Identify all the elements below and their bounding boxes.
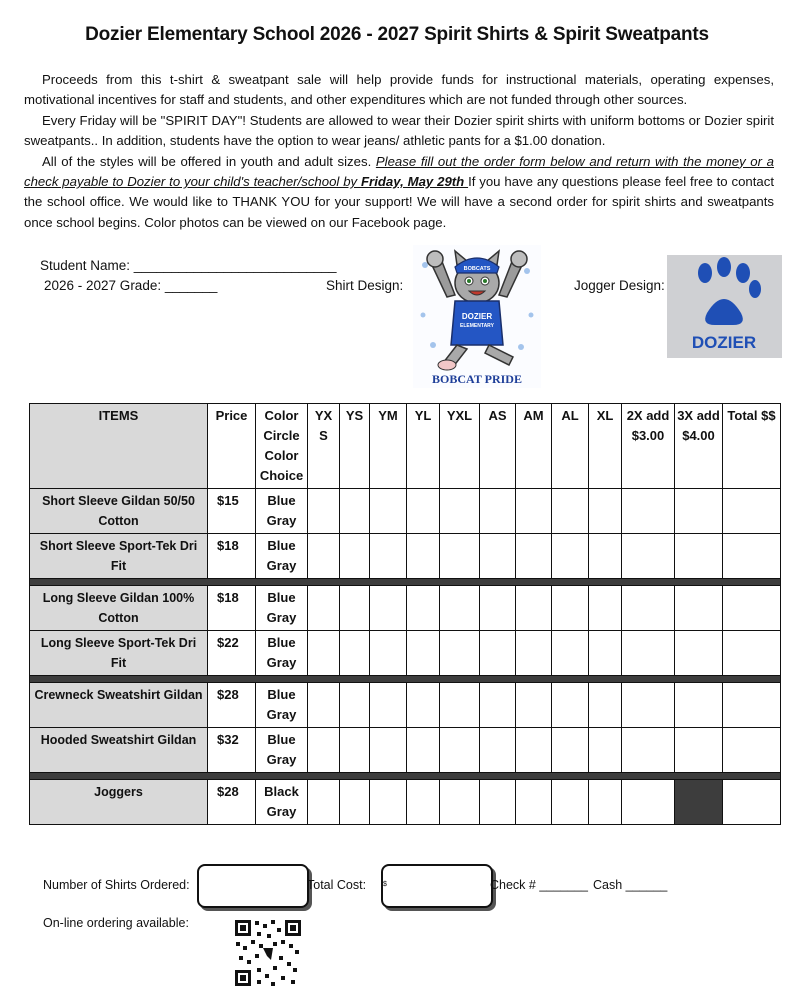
qty-cell[interactable] bbox=[308, 631, 340, 676]
qty-cell[interactable] bbox=[552, 631, 589, 676]
qty-cell[interactable] bbox=[370, 586, 407, 631]
bobcat-mascot-icon bbox=[413, 245, 541, 388]
qty-cell[interactable] bbox=[552, 780, 589, 825]
intro-paragraph-2: Every Friday will be "SPIRIT DAY"! Students are allowed to wear their Dozier spirit shirts with uniform bottoms or Dozier spirit sweatpants.. In addition, students have the option to wear jeans/ athletic pants for a $1.00 donation. bbox=[24, 112, 774, 149]
table-row bbox=[30, 631, 781, 676]
table-row bbox=[30, 489, 781, 534]
qty-cell[interactable] bbox=[370, 534, 407, 579]
grade-field[interactable]: 2026 - 2027 Grade: _______ bbox=[44, 278, 218, 293]
color-cell[interactable]: Blue Gray bbox=[256, 728, 308, 773]
qty-cell[interactable] bbox=[480, 534, 516, 579]
table-separator bbox=[30, 579, 781, 586]
total-cell[interactable] bbox=[723, 631, 781, 676]
total-cell[interactable] bbox=[723, 489, 781, 534]
header-ym: YM bbox=[370, 404, 407, 489]
qty-cell[interactable] bbox=[340, 534, 370, 579]
qty-cell[interactable] bbox=[407, 631, 440, 676]
separator-cell bbox=[30, 579, 781, 586]
qty-cell[interactable] bbox=[308, 489, 340, 534]
qty-cell[interactable] bbox=[622, 534, 675, 579]
total-cell[interactable] bbox=[723, 534, 781, 579]
table-separator bbox=[30, 773, 781, 780]
qty-cell[interactable] bbox=[516, 780, 552, 825]
color-cell[interactable]: Blue Gray bbox=[256, 586, 308, 631]
qty-cell[interactable] bbox=[622, 631, 675, 676]
qty-cell[interactable] bbox=[407, 780, 440, 825]
qty-cell[interactable] bbox=[407, 586, 440, 631]
online-ordering-label: On-line ordering available: bbox=[43, 916, 189, 930]
qty-cell[interactable] bbox=[480, 631, 516, 676]
cash-field[interactable]: Cash ______ bbox=[593, 878, 668, 892]
qty-cell[interactable] bbox=[308, 683, 340, 728]
qty-cell[interactable] bbox=[552, 683, 589, 728]
qty-cell[interactable] bbox=[480, 728, 516, 773]
intro-p3-d: If you have any questions please feel free to contact the school office. We would like to THANK YOU for your support! We will have a second order for spirit shirts and sweatpants once school begins. Color photos can be viewed on our Facebook page. bbox=[24, 174, 774, 230]
intro-p3-instructions: Please fill out the order form below and return with the money or a check payable to Dozier to your child's teacher/school by bbox=[24, 153, 774, 190]
qty-cell[interactable] bbox=[552, 586, 589, 631]
qty-cell[interactable] bbox=[675, 586, 723, 631]
qty-cell[interactable] bbox=[340, 586, 370, 631]
table-row bbox=[30, 534, 781, 579]
total-cost-box[interactable] bbox=[381, 864, 493, 908]
jogger-design-label: Jogger Design: bbox=[574, 278, 665, 293]
item-cell: Hooded Sweatshirt Gildan bbox=[30, 728, 208, 773]
price-cell: $22 bbox=[208, 631, 256, 676]
qty-cell[interactable] bbox=[440, 683, 480, 728]
qty-cell[interactable] bbox=[675, 534, 723, 579]
table-row bbox=[30, 780, 781, 825]
qty-cell[interactable] bbox=[340, 683, 370, 728]
qty-cell[interactable] bbox=[622, 728, 675, 773]
color-cell[interactable]: Blue Gray bbox=[256, 683, 308, 728]
item-cell: Long Sleeve Sport-Tek Dri Fit bbox=[30, 631, 208, 676]
header-ys: YS bbox=[340, 404, 370, 489]
table-row bbox=[30, 683, 781, 728]
cap-text: BOBCATS bbox=[463, 266, 491, 272]
qty-cell[interactable] bbox=[308, 780, 340, 825]
price-cell: $28 bbox=[208, 683, 256, 728]
price-cell: $18 bbox=[208, 586, 256, 631]
qty-cell[interactable] bbox=[440, 780, 480, 825]
qty-cell[interactable] bbox=[589, 631, 622, 676]
total-cell[interactable] bbox=[723, 728, 781, 773]
qty-cell[interactable] bbox=[589, 586, 622, 631]
qty-cell[interactable] bbox=[480, 489, 516, 534]
total-cell[interactable] bbox=[723, 586, 781, 631]
paw-print-icon bbox=[667, 255, 782, 358]
qty-cell[interactable] bbox=[552, 534, 589, 579]
number-ordered-label: Number of Shirts Ordered: bbox=[43, 878, 190, 892]
price-cell: $32 bbox=[208, 728, 256, 773]
student-name-field[interactable]: Student Name: ___________________________ bbox=[40, 258, 337, 273]
table-row bbox=[30, 586, 781, 631]
qty-cell[interactable] bbox=[516, 683, 552, 728]
qty-cell[interactable] bbox=[622, 683, 675, 728]
header-yxl: YXL bbox=[440, 404, 480, 489]
qty-cell[interactable] bbox=[675, 489, 723, 534]
qty-cell[interactable] bbox=[589, 534, 622, 579]
price-cell: $28 bbox=[208, 780, 256, 825]
unavailable-cell bbox=[675, 780, 723, 825]
total-cell[interactable] bbox=[723, 683, 781, 728]
header-yl: YL bbox=[407, 404, 440, 489]
total-cost-label: Total Cost: bbox=[307, 878, 367, 892]
intro-paragraph-3 bbox=[24, 152, 774, 234]
jogger-design-image bbox=[667, 255, 782, 358]
color-cell[interactable]: Blue Gray bbox=[256, 534, 308, 579]
qty-cell[interactable] bbox=[308, 728, 340, 773]
intro-paragraph-1: Proceeds from this t-shirt & sweatpant sale will help provide funds for instructional materials, operating expenses, motivational incentives for staff and students, and other expenditures which are not funded through other sources. bbox=[24, 72, 774, 108]
qty-cell[interactable] bbox=[552, 489, 589, 534]
price-cell: $15 bbox=[208, 489, 256, 534]
intro-p3-a: All of the styles will be offered in youth and adult sizes. bbox=[42, 153, 376, 169]
table-header-row bbox=[30, 404, 781, 489]
qty-cell[interactable] bbox=[480, 780, 516, 825]
qty-cell[interactable] bbox=[340, 728, 370, 773]
item-cell: Joggers bbox=[30, 780, 208, 825]
header-al: AL bbox=[552, 404, 589, 489]
header-price: Price bbox=[208, 404, 256, 489]
jogger-text: DOZIER bbox=[691, 333, 757, 352]
table-separator bbox=[30, 676, 781, 683]
qty-cell[interactable] bbox=[552, 728, 589, 773]
qty-cell[interactable] bbox=[370, 683, 407, 728]
qty-cell[interactable] bbox=[589, 728, 622, 773]
qty-cell[interactable] bbox=[407, 683, 440, 728]
header-2x: 2X add $3.00 bbox=[622, 404, 675, 489]
qty-cell[interactable] bbox=[675, 728, 723, 773]
shirt-text-line2: ELEMENTARY bbox=[460, 323, 494, 329]
color-cell[interactable]: Blue Gray bbox=[256, 631, 308, 676]
qty-cell[interactable] bbox=[407, 489, 440, 534]
qty-cell[interactable] bbox=[589, 683, 622, 728]
qty-cell[interactable] bbox=[622, 586, 675, 631]
header-total: Total $$ bbox=[723, 404, 781, 489]
qty-cell[interactable] bbox=[589, 489, 622, 534]
qty-cell[interactable] bbox=[340, 489, 370, 534]
color-cell[interactable]: Blue Gray bbox=[256, 489, 308, 534]
qty-cell[interactable] bbox=[516, 631, 552, 676]
item-cell: Long Sleeve Gildan 100% Cotton bbox=[30, 586, 208, 631]
qty-cell[interactable] bbox=[340, 780, 370, 825]
qty-cell[interactable] bbox=[622, 780, 675, 825]
intro-text bbox=[24, 70, 774, 233]
qty-cell[interactable] bbox=[370, 728, 407, 773]
shirt-design-image bbox=[413, 245, 541, 388]
qty-cell[interactable] bbox=[675, 631, 723, 676]
order-table bbox=[29, 403, 781, 825]
qty-cell[interactable] bbox=[516, 534, 552, 579]
qty-cell[interactable] bbox=[622, 489, 675, 534]
header-am: AM bbox=[516, 404, 552, 489]
qty-cell[interactable] bbox=[370, 631, 407, 676]
qty-cell[interactable] bbox=[370, 780, 407, 825]
total-cell[interactable] bbox=[723, 780, 781, 825]
qr-code-icon[interactable] bbox=[233, 918, 303, 988]
dollar-sign: $ bbox=[383, 881, 387, 888]
qty-cell[interactable] bbox=[589, 780, 622, 825]
item-cell: Short Sleeve Sport-Tek Dri Fit bbox=[30, 534, 208, 579]
check-number-field[interactable]: Check # _______ bbox=[490, 878, 588, 892]
header-xl: XL bbox=[589, 404, 622, 489]
price-cell: $18 bbox=[208, 534, 256, 579]
header-as: AS bbox=[480, 404, 516, 489]
item-cell: Short Sleeve Gildan 50/50 Cotton bbox=[30, 489, 208, 534]
qty-cell[interactable] bbox=[308, 534, 340, 579]
table-row bbox=[30, 728, 781, 773]
header-color: Color Circle Color Choice bbox=[256, 404, 308, 489]
qty-cell[interactable] bbox=[480, 586, 516, 631]
separator-cell bbox=[30, 676, 781, 683]
item-cell: Crewneck Sweatshirt Gildan bbox=[30, 683, 208, 728]
qty-cell[interactable] bbox=[480, 683, 516, 728]
qty-cell[interactable] bbox=[516, 586, 552, 631]
shirt-design-label: Shirt Design: bbox=[326, 278, 404, 293]
qty-cell[interactable] bbox=[440, 728, 480, 773]
qty-cell[interactable] bbox=[440, 534, 480, 579]
qty-cell[interactable] bbox=[407, 728, 440, 773]
qty-cell[interactable] bbox=[308, 586, 340, 631]
qty-cell[interactable] bbox=[370, 489, 407, 534]
page-title: Dozier Elementary School 2026 - 2027 Spirit Shirts & Spirit Sweatpants bbox=[85, 24, 709, 45]
qty-cell[interactable] bbox=[407, 534, 440, 579]
header-3x: 3X add $4.00 bbox=[675, 404, 723, 489]
qty-cell[interactable] bbox=[340, 631, 370, 676]
qty-cell[interactable] bbox=[675, 683, 723, 728]
qty-cell[interactable] bbox=[516, 489, 552, 534]
color-cell[interactable]: Black Gray bbox=[256, 780, 308, 825]
qty-cell[interactable] bbox=[440, 586, 480, 631]
number-ordered-box[interactable] bbox=[197, 864, 309, 908]
shirt-caption: BOBCAT PRIDE bbox=[432, 372, 522, 386]
shirt-text-line1: DOZIER bbox=[461, 312, 493, 321]
header-yxs: YX S bbox=[308, 404, 340, 489]
intro-p3-deadline: Friday, May 29th bbox=[361, 174, 469, 190]
header-items: ITEMS bbox=[30, 404, 208, 489]
separator-cell bbox=[30, 773, 781, 780]
qty-cell[interactable] bbox=[440, 631, 480, 676]
qty-cell[interactable] bbox=[516, 728, 552, 773]
qty-cell[interactable] bbox=[440, 489, 480, 534]
